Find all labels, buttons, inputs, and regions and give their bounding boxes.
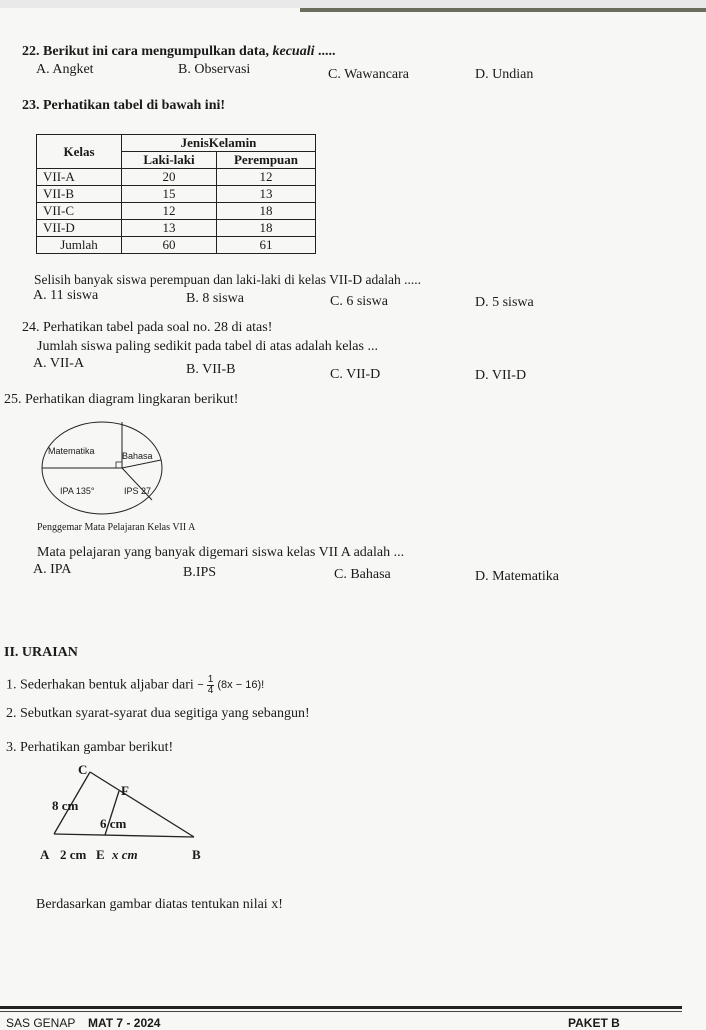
- scan-top-edge: [0, 0, 706, 8]
- uraian-q3-prompt: Berdasarkan gambar diatas tentukan nilai x!: [36, 897, 283, 912]
- q23-option-c[interactable]: C. 6 siswa: [330, 294, 388, 309]
- label-8cm: 8 cm: [52, 798, 79, 813]
- expr-fraction: [207, 675, 215, 696]
- uraian-q3: 3. Perhatikan gambar berikut!: [6, 740, 174, 755]
- expr-paren: (8x − 16): [217, 679, 262, 692]
- q25-question: [4, 392, 238, 408]
- q24-option-b[interactable]: B. VII-B: [186, 362, 236, 377]
- q25-number: 25.: [4, 392, 22, 407]
- q24-number: 24.: [22, 320, 40, 335]
- uraian-q1: [6, 675, 264, 696]
- q25-prompt: Mata pelajaran yang banyak digemari siswa kelas VII A adalah ...: [37, 545, 405, 560]
- footer-center: MAT 7 - 2024: [88, 1016, 161, 1030]
- footer-rule-thin: [0, 1011, 682, 1012]
- expr-end: !: [261, 679, 265, 692]
- table-row: [37, 220, 316, 237]
- label-b: B: [192, 847, 201, 862]
- pie-divider-right: [122, 460, 161, 468]
- expr-numerator: 1: [207, 674, 214, 685]
- q23-prompt: Selisih banyak siswa perempuan dan laki-laki di kelas VII-D adalah .....: [34, 272, 422, 287]
- q23-question: [22, 98, 225, 114]
- q25-text: Perhatikan diagram lingkaran berikut!: [25, 392, 239, 407]
- cell-kelas: VII-D: [37, 220, 122, 237]
- cell-male: 15: [122, 186, 217, 203]
- cell-female: 13: [217, 186, 316, 203]
- q22-option-d[interactable]: D. Undian: [475, 67, 534, 82]
- q24-prompt: Jumlah siswa paling sedikit pada tabel di atas adalah kelas ...: [37, 339, 378, 354]
- q25-option-c[interactable]: C. Bahasa: [334, 567, 391, 582]
- table-row: [37, 237, 316, 254]
- cell-female: 18: [217, 220, 316, 237]
- q24-option-a[interactable]: A. VII-A: [33, 356, 85, 371]
- uraian-heading: II. URAIAN: [4, 645, 78, 660]
- q23-text: Perhatikan tabel di bawah ini!: [43, 98, 226, 113]
- pie-label-matematika: Matematika: [48, 446, 95, 456]
- q23-option-d[interactable]: D. 5 siswa: [475, 295, 534, 310]
- q22-option-a[interactable]: A. Angket: [36, 62, 94, 77]
- header-kelas: Kelas: [37, 135, 122, 169]
- q25-option-a[interactable]: A. IPA: [33, 562, 72, 577]
- q23-option-a[interactable]: A. 11 siswa: [33, 288, 99, 303]
- scan-top-strip: [300, 8, 706, 12]
- cell-female: 61: [217, 237, 316, 254]
- q22-question: [22, 44, 335, 60]
- expr-denominator: 4: [207, 685, 214, 696]
- class-gender-table: [36, 134, 316, 254]
- label-f: F: [121, 783, 129, 798]
- q24-text: Perhatikan tabel pada soal no. 28 di atas!: [43, 320, 273, 335]
- label-6cm: 6 cm: [100, 816, 127, 831]
- cell-male: 12: [122, 203, 217, 220]
- cell-female: 18: [217, 203, 316, 220]
- header-laki-laki: Laki-laki: [122, 152, 217, 169]
- table-row: [37, 169, 316, 186]
- footer-rule: [0, 1006, 682, 1009]
- triangle-side-ab: [54, 834, 194, 837]
- cell-male: 60: [122, 237, 217, 254]
- algebra-expression: [197, 674, 265, 696]
- footer-right: PAKET B: [568, 1016, 620, 1030]
- label-c: C: [78, 762, 88, 777]
- subject-pie-chart: [40, 418, 170, 518]
- table-row: [37, 186, 316, 203]
- q25-option-b[interactable]: B.IPS: [183, 565, 217, 580]
- pie-caption: Penggemar Mata Pelajaran Kelas VII A: [37, 522, 196, 533]
- cell-male: 13: [122, 220, 217, 237]
- cell-kelas: VII-A: [37, 169, 122, 186]
- pie-label-bahasa: Bahasa: [122, 451, 153, 461]
- right-angle-marker: [116, 462, 122, 468]
- q22-emphasis: kecuali: [272, 44, 315, 59]
- q24-question: [22, 320, 272, 336]
- header-perempuan: Perempuan: [217, 152, 316, 169]
- pie-label-ips: IPS 27: [124, 486, 152, 496]
- triangle-figure: [30, 758, 220, 868]
- q23-option-b[interactable]: B. 8 siswa: [186, 291, 244, 306]
- expr-sign: −: [197, 679, 204, 692]
- q22-number: 22.: [22, 44, 40, 59]
- q22-trail: .....: [317, 44, 336, 59]
- q22-option-b[interactable]: B. Observasi: [178, 62, 251, 77]
- footer-left: SAS GENAP: [6, 1016, 76, 1030]
- cell-kelas: VII-B: [37, 186, 122, 203]
- cell-kelas: VII-C: [37, 203, 122, 220]
- table-row: [37, 203, 316, 220]
- uraian-q1-text: 1. Sederhakan bentuk aljabar dari: [6, 677, 194, 693]
- cell-male: 20: [122, 169, 217, 186]
- q23-number: 23.: [22, 98, 40, 113]
- q24-option-c[interactable]: C. VII-D: [330, 367, 381, 382]
- label-xcm: x cm: [112, 847, 138, 862]
- pie-label-ipa: IPA 135°: [60, 486, 95, 496]
- q22-option-c[interactable]: C. Wawancara: [328, 67, 410, 82]
- cell-kelas: Jumlah: [37, 237, 122, 254]
- header-jenis-kelamin: JenisKelamin: [122, 135, 316, 152]
- q25-option-d[interactable]: D. Matematika: [475, 569, 559, 584]
- label-e: E: [96, 847, 105, 862]
- cell-female: 12: [217, 169, 316, 186]
- q22-text: Berikut ini cara mengumpulkan data,: [43, 44, 269, 59]
- uraian-q2: 2. Sebutkan syarat-syarat dua segitiga yang sebangun!: [6, 706, 310, 721]
- label-a: A: [40, 847, 50, 862]
- label-2cm: 2 cm: [60, 847, 87, 862]
- q24-option-d[interactable]: D. VII-D: [475, 368, 527, 383]
